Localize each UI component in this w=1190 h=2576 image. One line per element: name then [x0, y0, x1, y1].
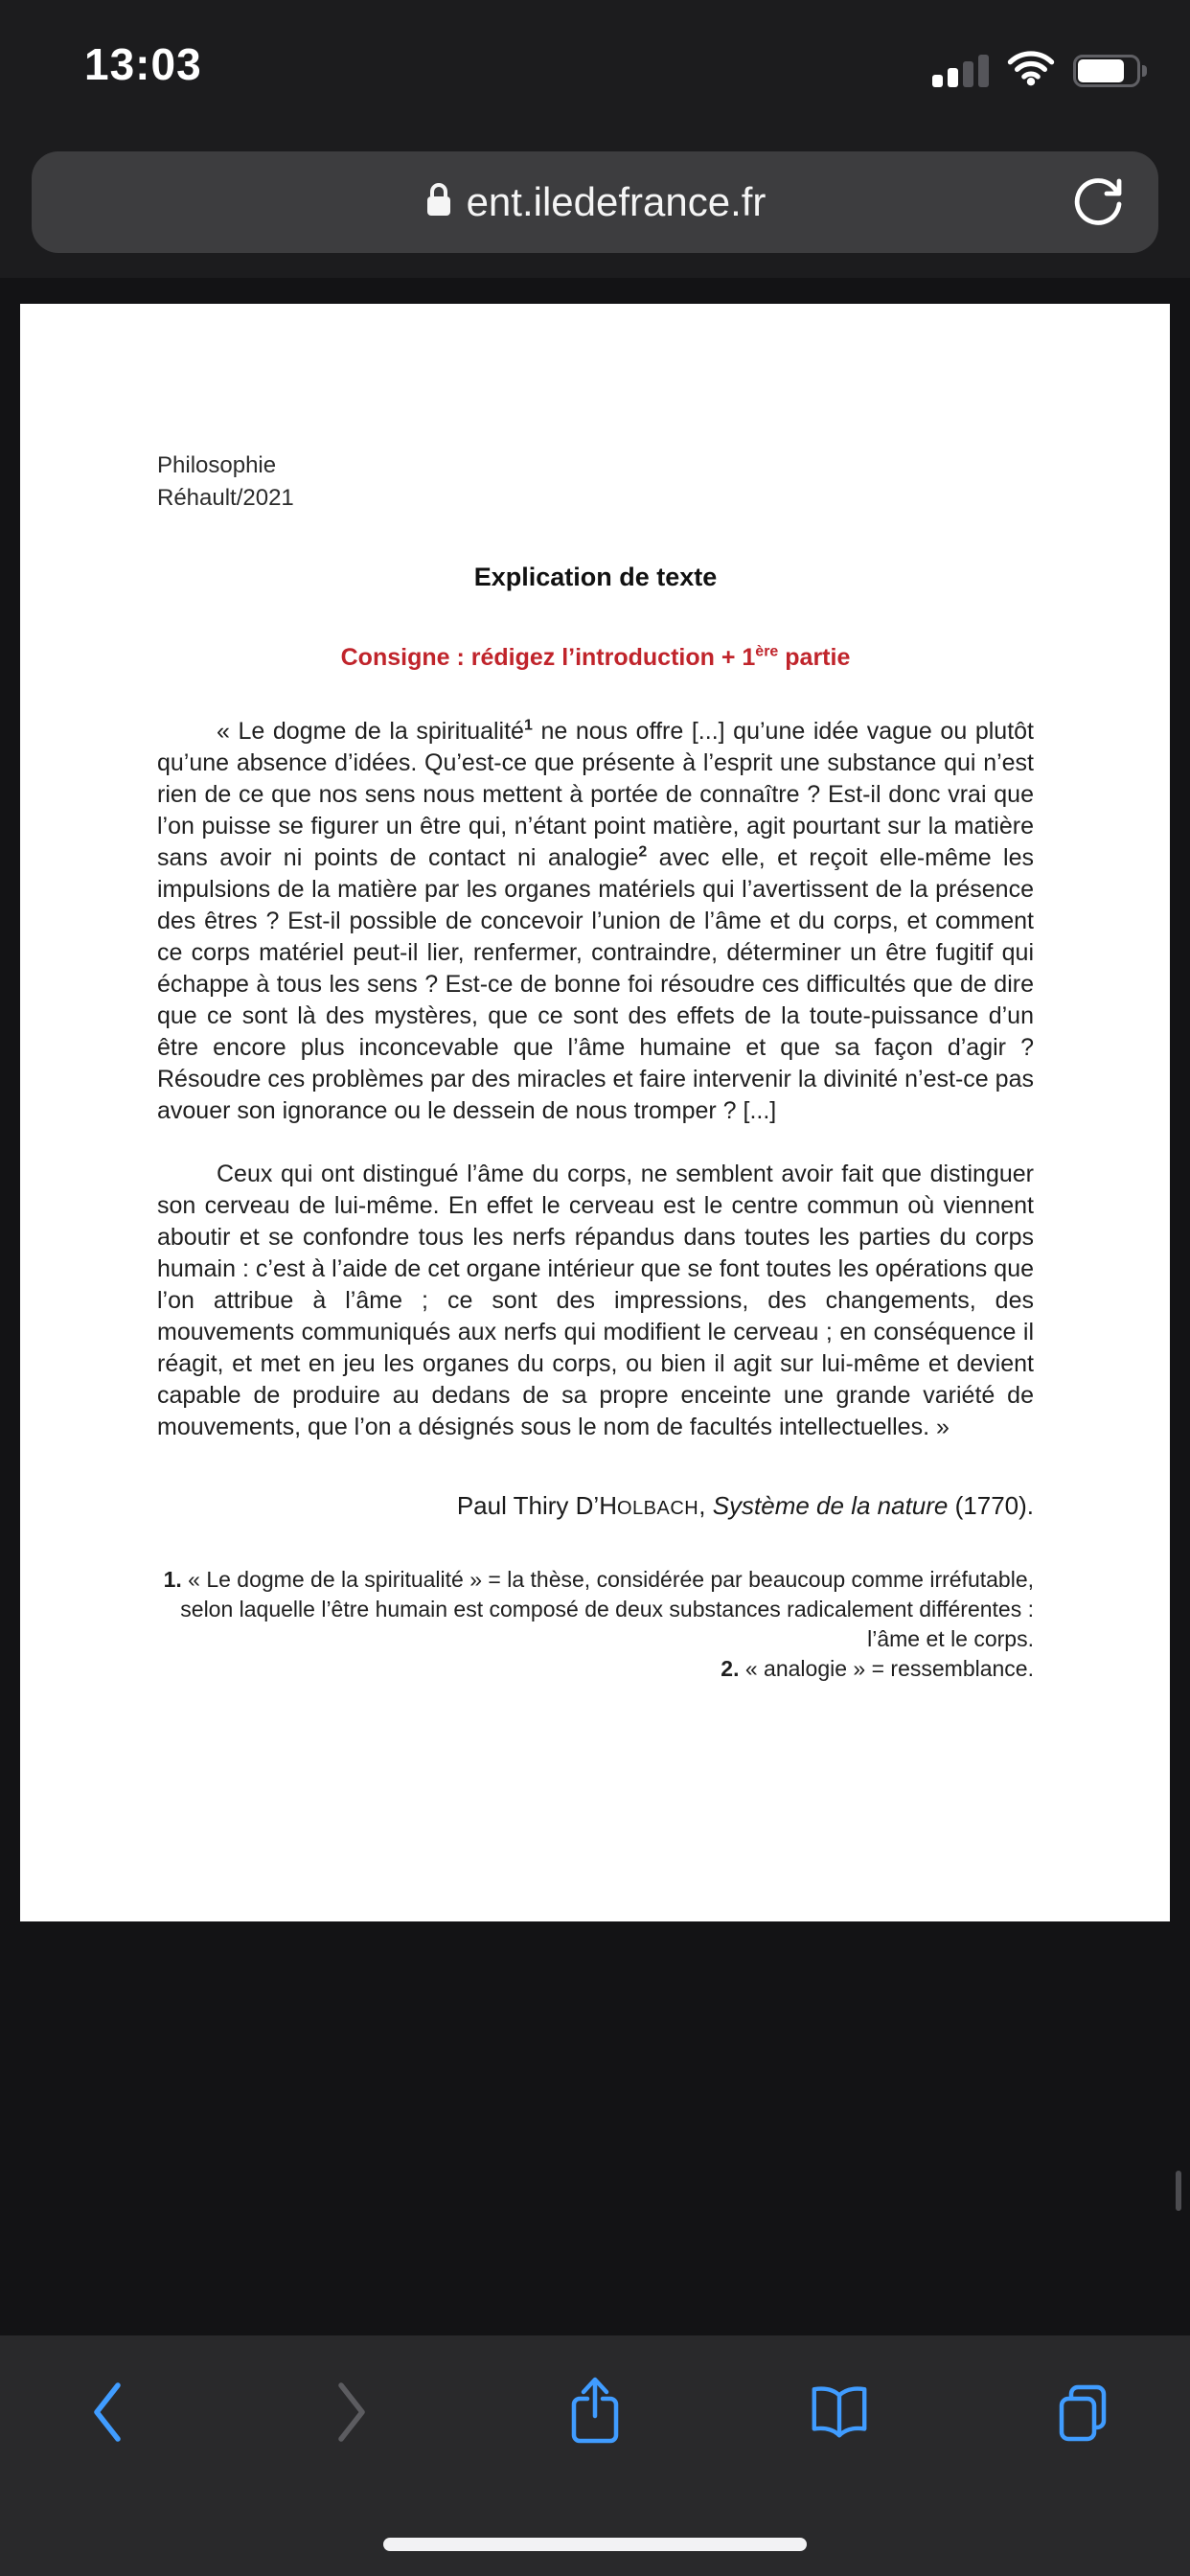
home-indicator[interactable] — [383, 2538, 807, 2551]
back-button[interactable] — [75, 2376, 140, 2449]
share-button[interactable] — [562, 2376, 628, 2449]
subject-line: Philosophie — [157, 452, 277, 478]
safari-top-chrome — [0, 0, 1190, 278]
work-title: Système de la nature — [712, 1491, 949, 1520]
footnotes-block — [157, 1565, 1034, 1684]
document-title: Explication de texte — [473, 563, 718, 591]
status-time: 13:03 — [84, 39, 202, 89]
cellular-signal-icon — [932, 55, 989, 87]
tabs-button[interactable] — [1050, 2376, 1115, 2449]
pdf-document-page — [20, 304, 1170, 1921]
battery-icon — [1073, 55, 1140, 87]
scrollbar-indicator[interactable] — [1176, 2171, 1181, 2211]
bookmarks-button[interactable] — [807, 2376, 872, 2449]
wifi-icon — [1006, 50, 1056, 91]
footnote-1: 1. « Le dogme de la spiritualité » = la thèse, considérée par beaucoup comme irréfutable, selon laquelle l’être humain est composé de deux substances radicalement différentes : l’âme et le corps. — [163, 1567, 1034, 1651]
safari-bottom-toolbar — [0, 2335, 1190, 2576]
author-year-line: Réhault/2021 — [157, 485, 294, 511]
url-text: ent.iledefrance.fr — [466, 179, 767, 224]
author-smallcaps: H — [599, 1491, 617, 1520]
forward-button[interactable] — [319, 2376, 384, 2449]
consigne-instruction: Consigne : rédigez l’introduction + 1ère partie — [340, 643, 851, 671]
browser-content-area[interactable] — [0, 278, 1190, 2335]
address-bar[interactable] — [32, 151, 1158, 253]
footnote-ref-1: 1 — [523, 717, 533, 734]
quote-paragraph-1: « Le dogme de la spiritualité$^1$ ne nous offre [...] qu’une idée vague ou plutôt qu’une absence d’idées. Qu’est-ce que présente à l’esprit une substance qui n’est rien de ce que nos sens nous mettent à portée de connaître ? Est-il donc vrai que l’on puisse se figurer un être qui, n’étant point matière, agit pourtant sur la matière sans avoir ni points de contact ni analogie$^2$ avec elle, et reçoit elle-même les impulsions de la matière par les organes matériels qui l’avertissent de la présence des êtres ? Est-il possible de concevoir l’union de l’âme et du corps, et comment ce corps matériel peut-il lier, renfermer, contraindre, déterminer un être fugitif qui échappe à tous les sens ? Est-ce de bonne foi résoudre ces difficultés que de dire que ce sont là des mystères, que ce sont des effets de la toute-puissance d’un être encore plus inconcevable que l’âme humaine et que sa façon d’agir ? Résoudre ces problèmes par des miracles et faire intervenir la divinité n’est-ce pas avouer son ignorance ou le dessein de nous tromper ? [...] — [157, 717, 1034, 1124]
ordinal-superscript: ère — [755, 643, 779, 660]
footnote-2: 2. « analogie » = ressemblance. — [721, 1656, 1034, 1681]
document-header — [157, 449, 1034, 515]
quote-paragraph-2: Ceux qui ont distingué l’âme du corps, ne semblent avoir fait que distinguer son cerveau de lui-même. En effet le cerveau est le centre commun où viennent aboutir et se confondre tous les nerfs répandus dans toutes les parties du corps humain : c’est à l’aide de cet organe intérieur que se font toutes les opérations que l’on attribue à l’âme ; ce sont des impressions, des changements, des mouvements communiqués aux nerfs qui modifient le cerveau ; en conséquence il réagit, et met en jeu les organes du corps, ou bien il agit sur lui-même et devient capable de produire au dedans de sa propre enceinte une grande variété de mouvements, que l’on a désignés sous le nom de facultés intellectuelles. » — [157, 1161, 1034, 1440]
lock-icon — [424, 181, 453, 224]
status-icons — [932, 50, 1140, 91]
footnote-ref-2: 2 — [638, 843, 648, 861]
source-attribution: Paul Thiry D’HOLBACH, Système de la nature (1770). — [456, 1491, 1034, 1520]
reload-button[interactable] — [1070, 174, 1126, 235]
